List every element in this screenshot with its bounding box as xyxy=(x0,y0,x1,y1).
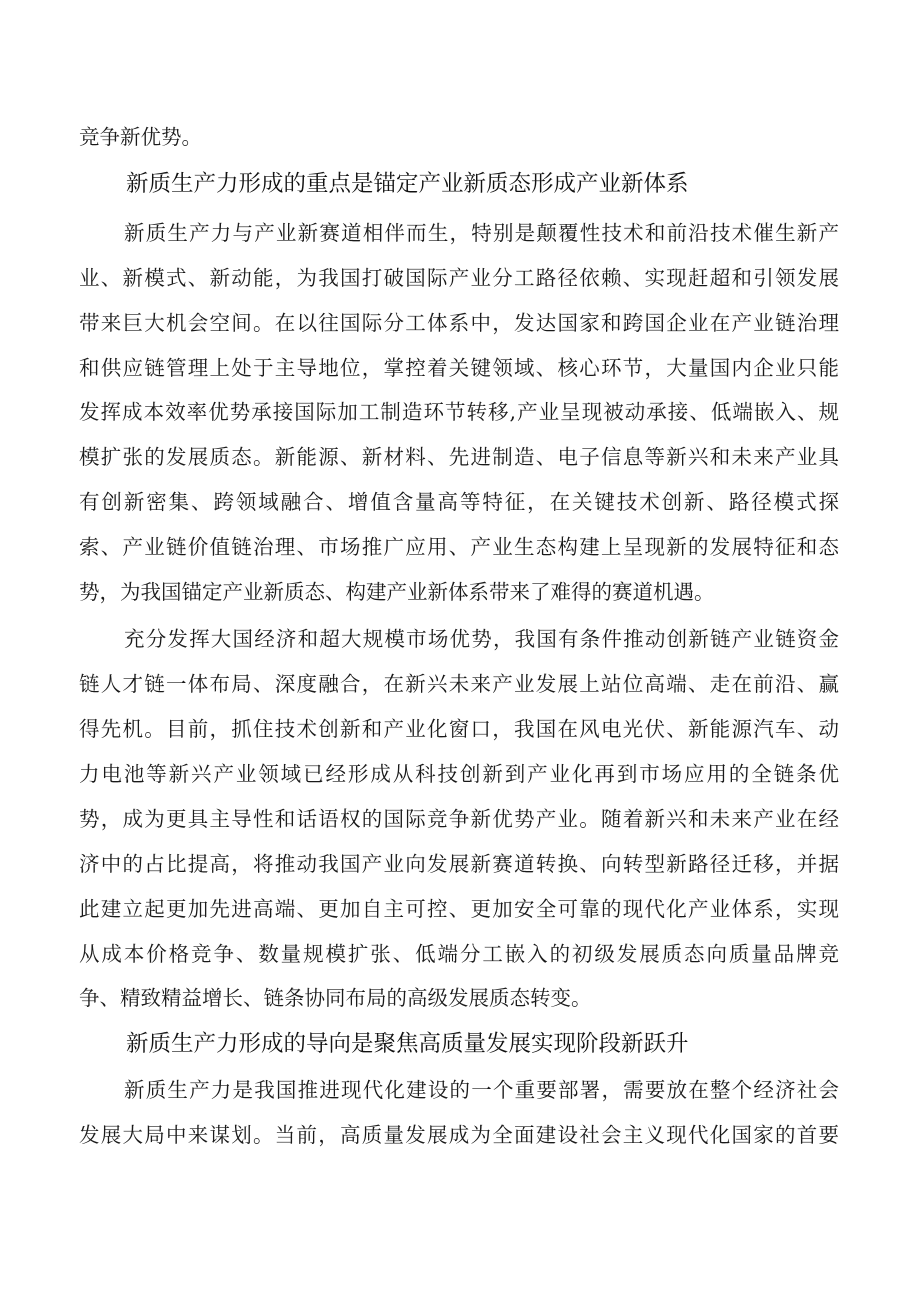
paragraph-line: 新质生产力是我国推进现代化建设的一个重要部署，需要放在整个经济社会 xyxy=(124,1078,839,1102)
paragraph-line: 发挥成本效率优势承接国际加工制造环节转移,产业呈现被动承接、低端嵌入、规 xyxy=(79,400,839,424)
paragraph-line: 势，成为更具主导性和话语权的国际竞争新优势产业。随着新兴和未来产业在经 xyxy=(79,807,839,831)
paragraph-line: 充分发挥大国经济和超大规模市场优势，我国有条件推动创新链产业链资金 xyxy=(124,627,839,651)
paragraph-line: 和供应链管理上处于主导地位，掌控着关键领域、核心环节，大量国内企业只能 xyxy=(79,356,839,380)
paragraph-line: 带来巨大机会空间。在以往国际分工体系中，发达国家和跨国企业在产业链治理 xyxy=(79,311,839,335)
paragraph-line: 发展大局中来谋划。当前，高质量发展成为全面建设社会主义现代化国家的首要 xyxy=(79,1123,839,1147)
paragraph-line: 索、产业链价值链治理、市场推广应用、产业生态构建上呈现新的发展特征和态 xyxy=(79,535,839,559)
paragraph-line: 模扩张的发展质态。新能源、新材料、先进制造、电子信息等新兴和未来产业具 xyxy=(79,445,839,469)
paragraph-line: 济中的占比提高，将推动我国产业向发展新赛道转换、向转型新路径迁移，并据 xyxy=(79,852,839,876)
paragraph-line: 竞争新优势。 xyxy=(79,125,202,149)
paragraph-line: 有创新密集、跨领域融合、增值含量高等特征，在关键技术创新、路径模式探 xyxy=(79,490,839,514)
paragraph-line: 新质生产力与产业新赛道相伴而生，特别是颠覆性技术和前沿技术催生新产 xyxy=(124,221,839,245)
paragraph-line: 业、新模式、新动能，为我国打破国际产业分工路径依赖、实现赶超和引领发展 xyxy=(79,266,839,290)
paragraph-line: 争、精致精益增长、链条协同布局的高级发展质态转变。 xyxy=(79,986,592,1010)
section-heading-1: 新质生产力形成的重点是锚定产业新质态形成产业新体系 xyxy=(126,171,689,197)
paragraph-line: 链人才链一体布局、深度融合，在新兴未来产业发展上站位高端、走在前沿、赢 xyxy=(79,672,839,696)
paragraph-line: 势，为我国锚定产业新质态、构建产业新体系带来了难得的赛道机遇。 xyxy=(79,580,715,604)
paragraph-line: 从成本价格竞争、数量规模扩张、低端分工嵌入的初级发展质态向质量品牌竞 xyxy=(79,942,839,966)
paragraph-line: 力电池等新兴产业领域已经形成从科技创新到产业化再到市场应用的全链条优 xyxy=(79,762,839,786)
paragraph-line: 此建立起更加先进高端、更加自主可控、更加安全可靠的现代化产业体系，实现 xyxy=(79,897,839,921)
section-heading-2: 新质生产力形成的导向是聚焦高质量发展实现阶段新跃升 xyxy=(126,1031,689,1057)
paragraph-line: 得先机。目前，抓住技术创新和产业化窗口，我国在风电光伏、新能源汽车、动 xyxy=(79,717,839,741)
